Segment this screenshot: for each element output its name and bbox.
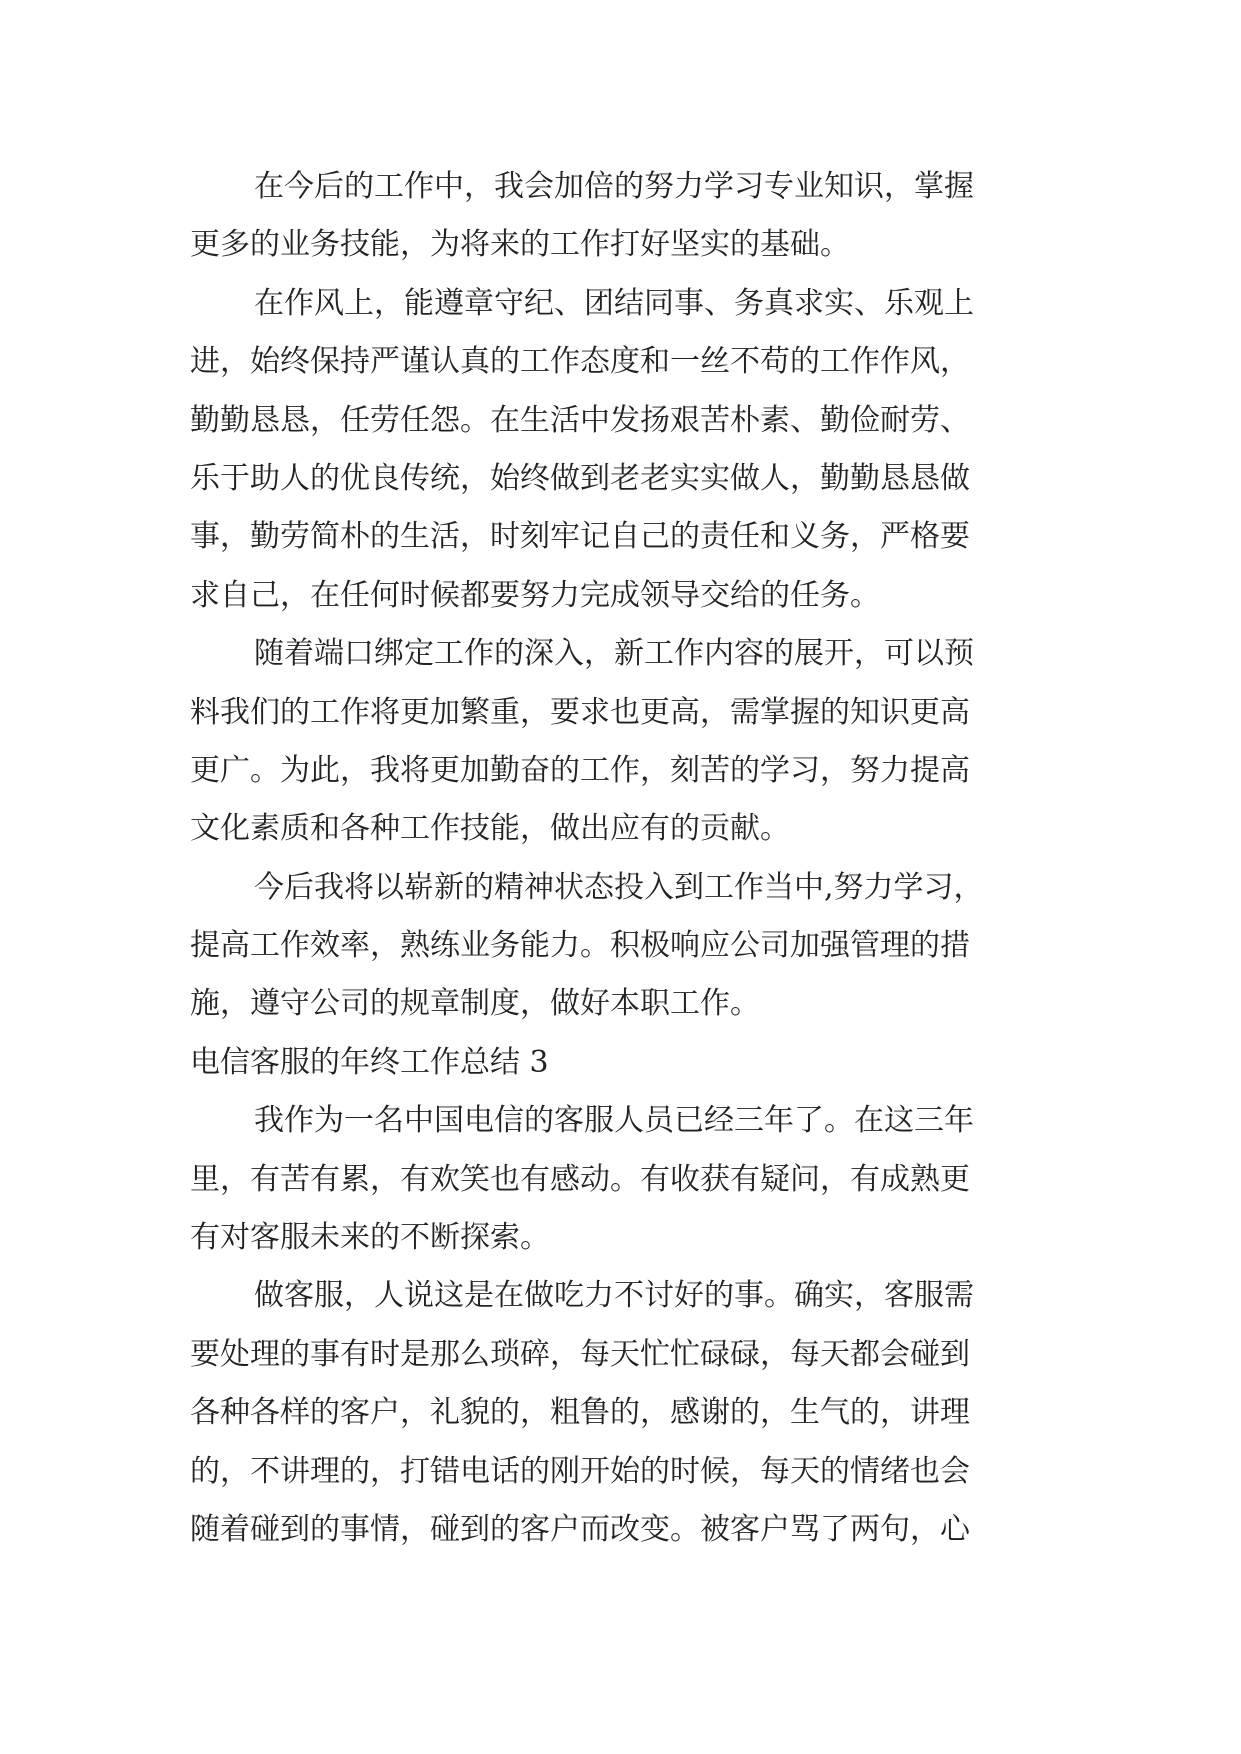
paragraph-line: 做客服，人说这是在做吃力不讨好的事。确实，客服需 xyxy=(254,1278,974,1314)
document-body xyxy=(190,158,1050,1559)
paragraph-line: 更多的业务技能，为将来的工作打好坚实的基础。 xyxy=(190,227,850,263)
paragraph-line: 提高工作效率，熟练业务能力。积极响应公司加强管理的措 xyxy=(190,928,970,964)
paragraph-line: 求自己，在任何时候都要努力完成领导交给的任务。 xyxy=(190,577,880,613)
paragraph-line: 施，遵守公司的规章制度，做好本职工作。 xyxy=(190,986,760,1022)
paragraph-line: 乐于助人的优良传统，始终做到老老实实做人，勤勤恳恳做 xyxy=(190,460,970,496)
paragraph-line: 更广。为此，我将更加勤奋的工作，刻苦的学习，努力提高 xyxy=(190,752,970,788)
paragraph-line: 在今后的工作中，我会加倍的努力学习专业知识，掌握 xyxy=(254,169,974,204)
section-heading: 电信客服的年终工作总结 3 xyxy=(190,1044,549,1080)
paragraph-line: 要处理的事有时是那么琐碎，每天忙忙碌碌，每天都会碰到 xyxy=(190,1336,970,1372)
paragraph-line: 随着端口绑定工作的深入，新工作内容的展开，可以预 xyxy=(254,636,974,672)
paragraph-line: 随着碰到的事情，碰到的客户而改变。被客户骂了两句，心 xyxy=(190,1511,970,1547)
paragraph-line: 事，勤劳简朴的生活，时刻牢记自己的责任和义务，严格要 xyxy=(190,519,970,555)
paragraph-line: 的，不讲理的，打错电话的刚开始的时候，每天的情绪也会 xyxy=(190,1453,970,1489)
paragraph-line: 今后我将以崭新的精神状态投入到工作当中,努力学习， xyxy=(254,869,984,905)
paragraph-line: 勤勤恳恳，任劳任怨。在生活中发扬艰苦朴素、勤俭耐劳、 xyxy=(190,402,970,438)
paragraph-line: 进，始终保持严谨认真的工作态度和一丝不苟的工作作风， xyxy=(190,344,970,380)
paragraph-line: 各种各样的客户，礼貌的，粗鲁的，感谢的，生气的，讲理 xyxy=(190,1395,970,1431)
paragraph-line: 我作为一名中国电信的客服人员已经三年了。在这三年 xyxy=(254,1103,974,1139)
paragraph-line: 有对客服未来的不断探索。 xyxy=(190,1220,550,1256)
paragraph-line: 料我们的工作将更加繁重，要求也更高，需掌握的知识更高 xyxy=(190,694,970,730)
paragraph-line: 文化素质和各种工作技能，做出应有的贡献。 xyxy=(190,811,790,847)
paragraph-line: 在作风上，能遵章守纪、团结同事、务真求实、乐观上 xyxy=(254,285,974,321)
paragraph-line: 里，有苦有累，有欢笑也有感动。有收获有疑问，有成熟更 xyxy=(190,1161,970,1197)
